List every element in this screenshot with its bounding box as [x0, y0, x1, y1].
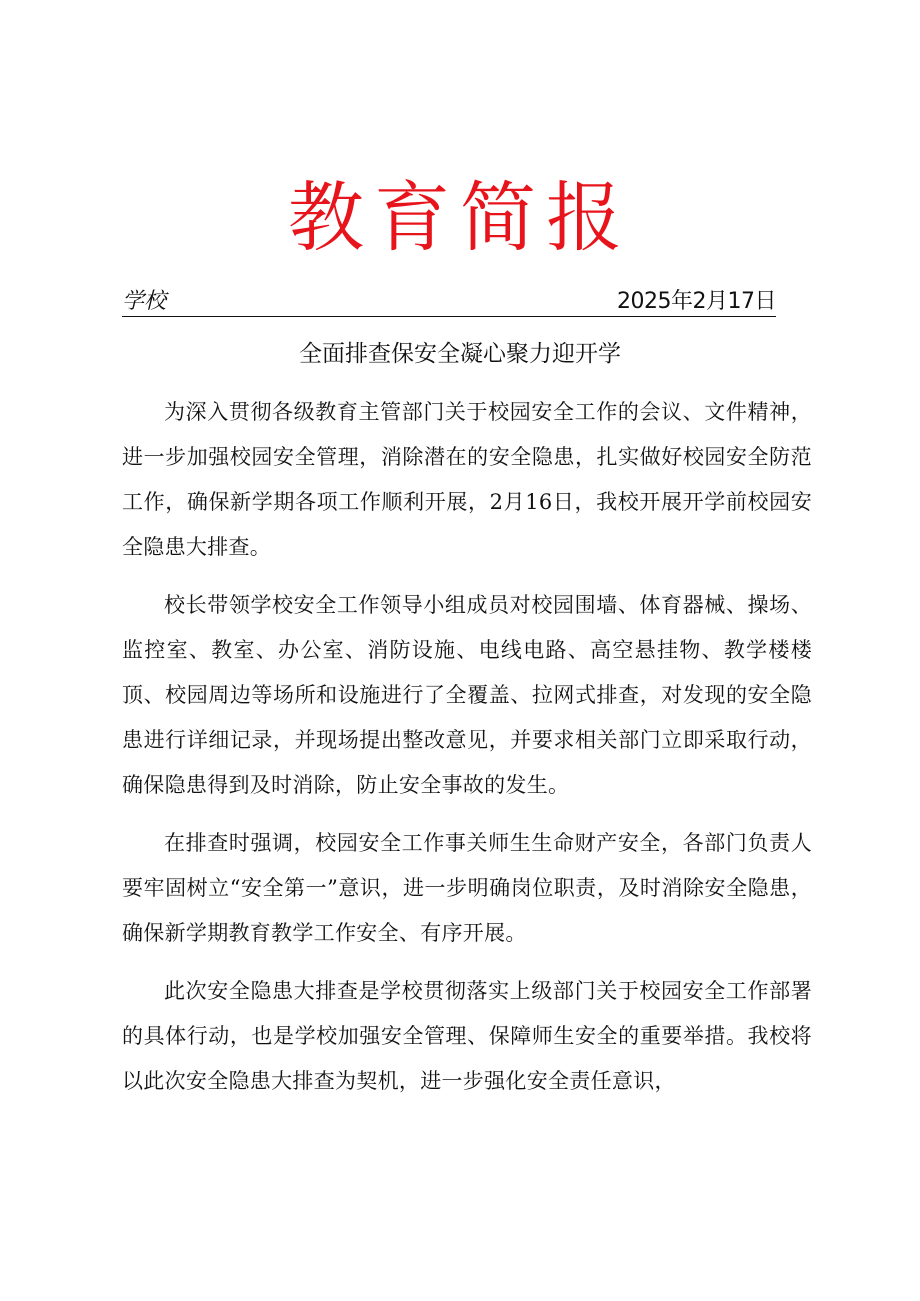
school-label: 学校	[122, 289, 167, 314]
article-paragraph: 此次安全隐患大排查是学校贯彻落实上级部门关于校园安全工作部署的具体行动，也是学校加强安全管理、保障师生安全的重要举措。我校将以此次安全隐患大排查为契机，进一步强化安全责任意识，	[122, 979, 812, 1093]
article-paragraph: 在排查时强调，校园安全工作事关师生生命财产安全，各部门负责人要牢固树立“安全第一”意识，进一步明确岗位职责，及时消除安全隐患，确保新学期教育教学工作安全、有序开展。	[122, 831, 812, 945]
article-paragraph: 为深入贯彻各级教育主管部门关于校园安全工作的会议、文件精神，进一步加强校园安全管理，消除潜在的安全隐患，扎实做好校园安全防范工作，确保新学期各项工作顺利开展，2月16日，我校开展开学前校园安全隐患大排查。	[122, 400, 812, 559]
bulletin-masthead-title: 教育简报	[288, 173, 632, 262]
article-paragraph: 校长带领学校安全工作领导小组成员对校园围墙、体育器械、操场、监控室、教室、办公室、消防设施、电线电路、高空悬挂物、教学楼楼顶、校园周边等场所和设施进行了全覆盖、拉网式排查，对发现的安全隐患进行详细记录，并现场提出整改意见，并要求相关部门立即采取行动，确保隐患得到及时消除，防止安全事故的发生。	[122, 593, 812, 797]
article-headline: 全面排查保安全凝心聚力迎开学	[299, 341, 621, 367]
bulletin-date: 2025年2月17日	[617, 289, 776, 314]
bulletin-info-line	[122, 288, 776, 317]
article-body	[122, 390, 812, 1117]
